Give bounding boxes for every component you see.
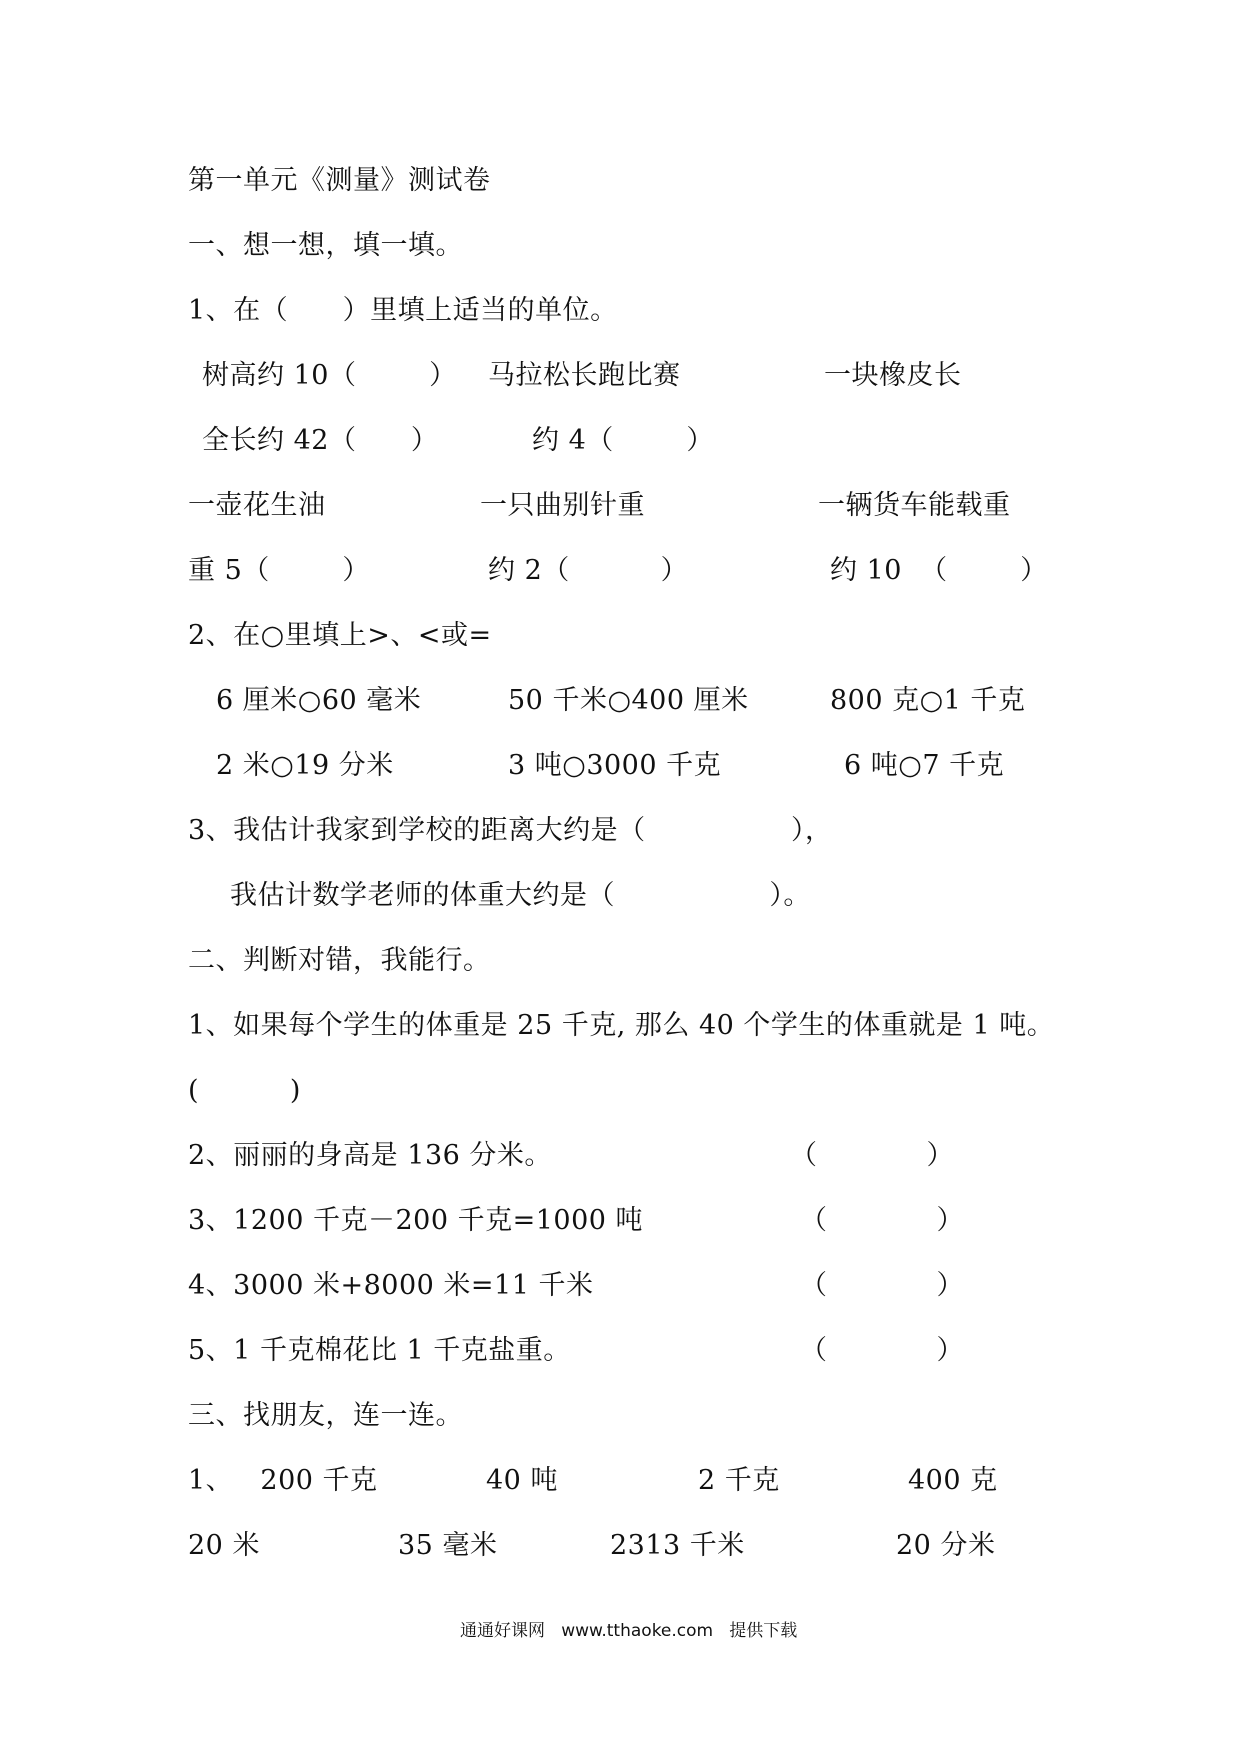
section-3-heading: 三、找朋友，连一连。 bbox=[188, 1400, 463, 1431]
q1-item: 约 10 （ ） bbox=[830, 555, 1048, 586]
section-1-heading: 一、想一想，填一填。 bbox=[188, 230, 463, 261]
match-item: 35 毫米 bbox=[398, 1530, 498, 1561]
q1-item: 一块橡皮长 bbox=[824, 360, 962, 391]
judgement-item: 2、丽丽的身高是 136 分米。 bbox=[188, 1140, 552, 1171]
judgement-answer-bracket: （ ） bbox=[800, 1270, 964, 1301]
match-item: 2 千克 bbox=[698, 1465, 780, 1496]
q1-item: 马拉松长跑比赛 bbox=[488, 360, 681, 391]
q2-compare-item: 800 克○1 千克 bbox=[830, 685, 1026, 716]
question-2-label: 2、在○里填上>、<或= bbox=[188, 620, 492, 651]
q1-item: 约 2（ ） bbox=[488, 555, 689, 586]
q1-item: 一只曲别针重 bbox=[480, 490, 645, 521]
match-item: 400 克 bbox=[908, 1465, 998, 1496]
judgement-item: 3、1200 千克－200 千克=1000 吨 bbox=[188, 1205, 644, 1236]
match-item: 2313 千米 bbox=[610, 1530, 745, 1561]
question-3-line-1: 3、我估计我家到学校的距离大约是（ ）， bbox=[188, 815, 833, 846]
match-item: 40 吨 bbox=[486, 1465, 558, 1496]
q1-item: 一辆货车能载重 bbox=[818, 490, 1011, 521]
q1-item: 树高约 10（ ） bbox=[202, 360, 457, 391]
q1-item: 全长约 42（ ） bbox=[202, 425, 439, 456]
judgement-answer-bracket: （ ） bbox=[790, 1140, 954, 1171]
question-1-label: 1、在（ ）里填上适当的单位。 bbox=[188, 295, 618, 326]
judgement-item: 1、如果每个学生的体重是 25 千克, 那么 40 个学生的体重就是 1 吨。 bbox=[188, 1010, 1055, 1041]
q1-item: 一壶花生油 bbox=[188, 490, 326, 521]
question-3-line-2: 我估计数学老师的体重大约是（ ）。 bbox=[230, 880, 811, 911]
match-item: 20 分米 bbox=[896, 1530, 996, 1561]
judgement-answer-bracket: （ ） bbox=[800, 1205, 964, 1236]
page-footer: 通通好课网 www.tthaoke.com 提供下载 bbox=[460, 1621, 798, 1641]
q2-compare-item: 6 吨○7 千克 bbox=[844, 750, 1005, 781]
q2-compare-item: 2 米○19 分米 bbox=[216, 750, 394, 781]
q2-compare-item: 3 吨○3000 千克 bbox=[508, 750, 722, 781]
q1-item: 约 4（ ） bbox=[532, 425, 714, 456]
q2-compare-item: 6 厘米○60 毫米 bbox=[216, 685, 422, 716]
judgement-item: 5、1 千克棉花比 1 千克盐重。 bbox=[188, 1335, 571, 1366]
q1-item: 重 5（ ） bbox=[188, 555, 370, 586]
match-item: 20 米 bbox=[188, 1530, 260, 1561]
judgement-item: 4、3000 米+8000 米=11 千米 bbox=[188, 1270, 594, 1301]
match-item: 1、 200 千克 bbox=[188, 1465, 378, 1496]
page-title: 第一单元《测量》测试卷 bbox=[188, 165, 491, 196]
section-2-heading: 二、判断对错，我能行。 bbox=[188, 945, 491, 976]
judgement-answer-bracket: （ ） bbox=[800, 1335, 964, 1366]
q2-compare-item: 50 千米○400 厘米 bbox=[508, 685, 749, 716]
judgement-answer-bracket: ( ) bbox=[188, 1075, 301, 1106]
